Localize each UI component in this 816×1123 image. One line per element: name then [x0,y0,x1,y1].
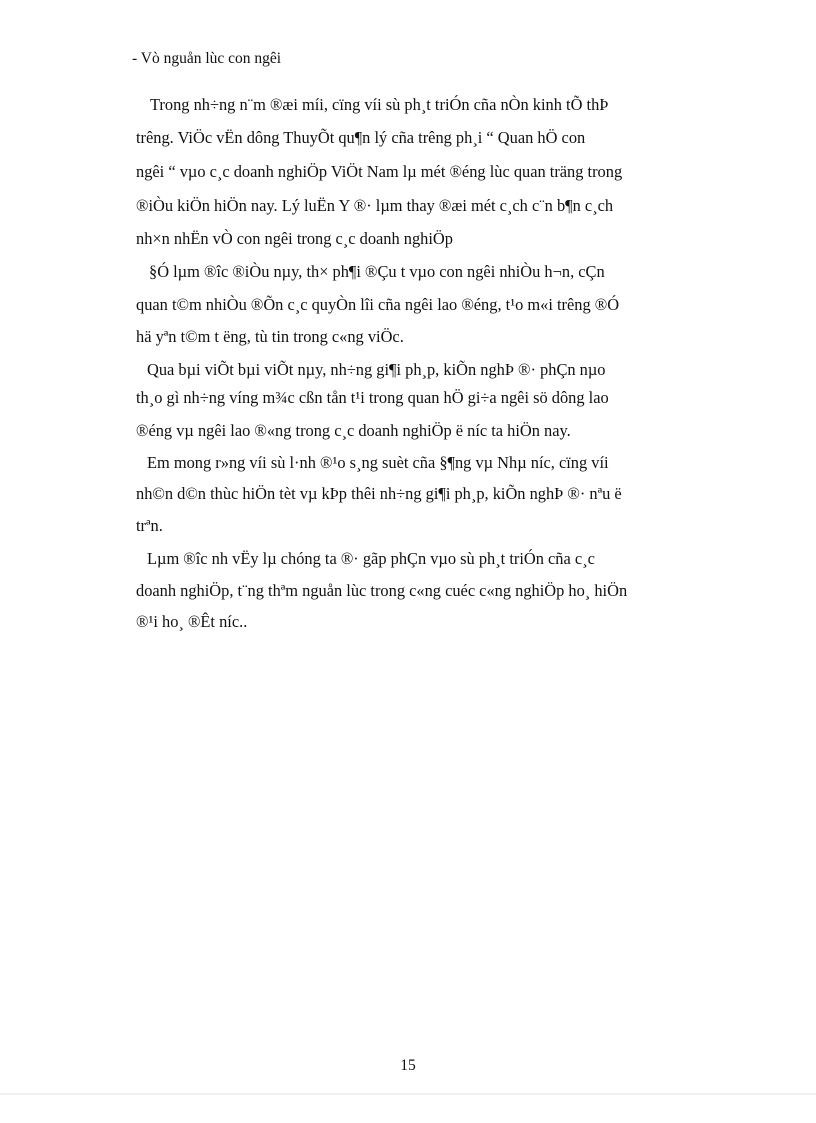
text-line: trªn. [136,516,163,535]
text-line: th¸o gì nh÷ng víng m¾c cßn tån t¹i trong quan hÖ gi÷a ngêi sö dông lao [136,388,609,407]
text-line: nh×n nhËn vÒ con ngêi trong c¸c doanh nghiÖp [136,229,453,248]
page-bottom-divider [0,1093,816,1095]
running-header: - Vò nguån lùc con ngêi [132,50,282,67]
text-line: ®éng vµ ngêi lao ®«ng trong c¸c doanh nghiÖp ë níc ta hiÖn nay. [136,421,571,440]
text-line: ngêi “ vµo c¸c doanh nghiÖp ViÖt Nam lµ mét ®éng lùc quan träng trong [136,162,623,181]
text-line: Trong nh÷ng n¨m ®æi míi, cïng víi sù ph¸t triÓn cña nÒn kinh tÕ thÞ [150,95,609,114]
text-line: trêng. ViÖc vËn dông ThuyÕt qu¶n lý cña trêng ph¸i “ Quan hÖ con [136,128,586,147]
text-line: §Ó lµm ®îc ®iÒu nµy, th× ph¶i ®Çu t vµo con ngêi nhiÒu h¬n, cÇn [149,262,605,281]
text-line: hä yªn t©m t ëng, tù tin trong c«ng viÖc. [136,327,404,346]
page-number: 15 [400,1057,416,1074]
text-line: Em mong r»ng víi sù l·nh ®¹o s¸ng suèt cña §¶ng vµ Nhµ níc, cïng víi [147,453,609,472]
text-line: Qua bµi viÕt bµi viÕt nµy, nh÷ng gi¶i ph¸p, kiÕn nghÞ ®· phÇn nµo [147,360,606,379]
text-line: ®iÒu kiÖn hiÖn nay. Lý luËn Y ®· lµm thay ®æi mét c¸ch c¨n b¶n c¸ch [136,196,614,215]
text-line: ®¹i ho¸ ®Êt níc.. [136,612,248,631]
text-line: quan t©m nhiÒu ®Õn c¸c quyÒn lîi cña ngêi lao ®éng, t¹o m«i trêng ®Ó [136,295,620,314]
text-line: nh©n d©n thùc hiÖn tèt vµ kÞp thêi nh÷ng gi¶i ph¸p, kiÕn nghÞ ®· nªu ë [136,484,622,503]
text-line: Lµm ®îc nh vËy lµ chóng ta ®· gãp phÇn vµo sù ph¸t triÓn cña c¸c [147,549,595,568]
text-line: doanh nghiÖp, t¨ng thªm nguån lùc trong c«ng cuéc c«ng nghiÖp ho¸ hiÖn [136,581,628,600]
